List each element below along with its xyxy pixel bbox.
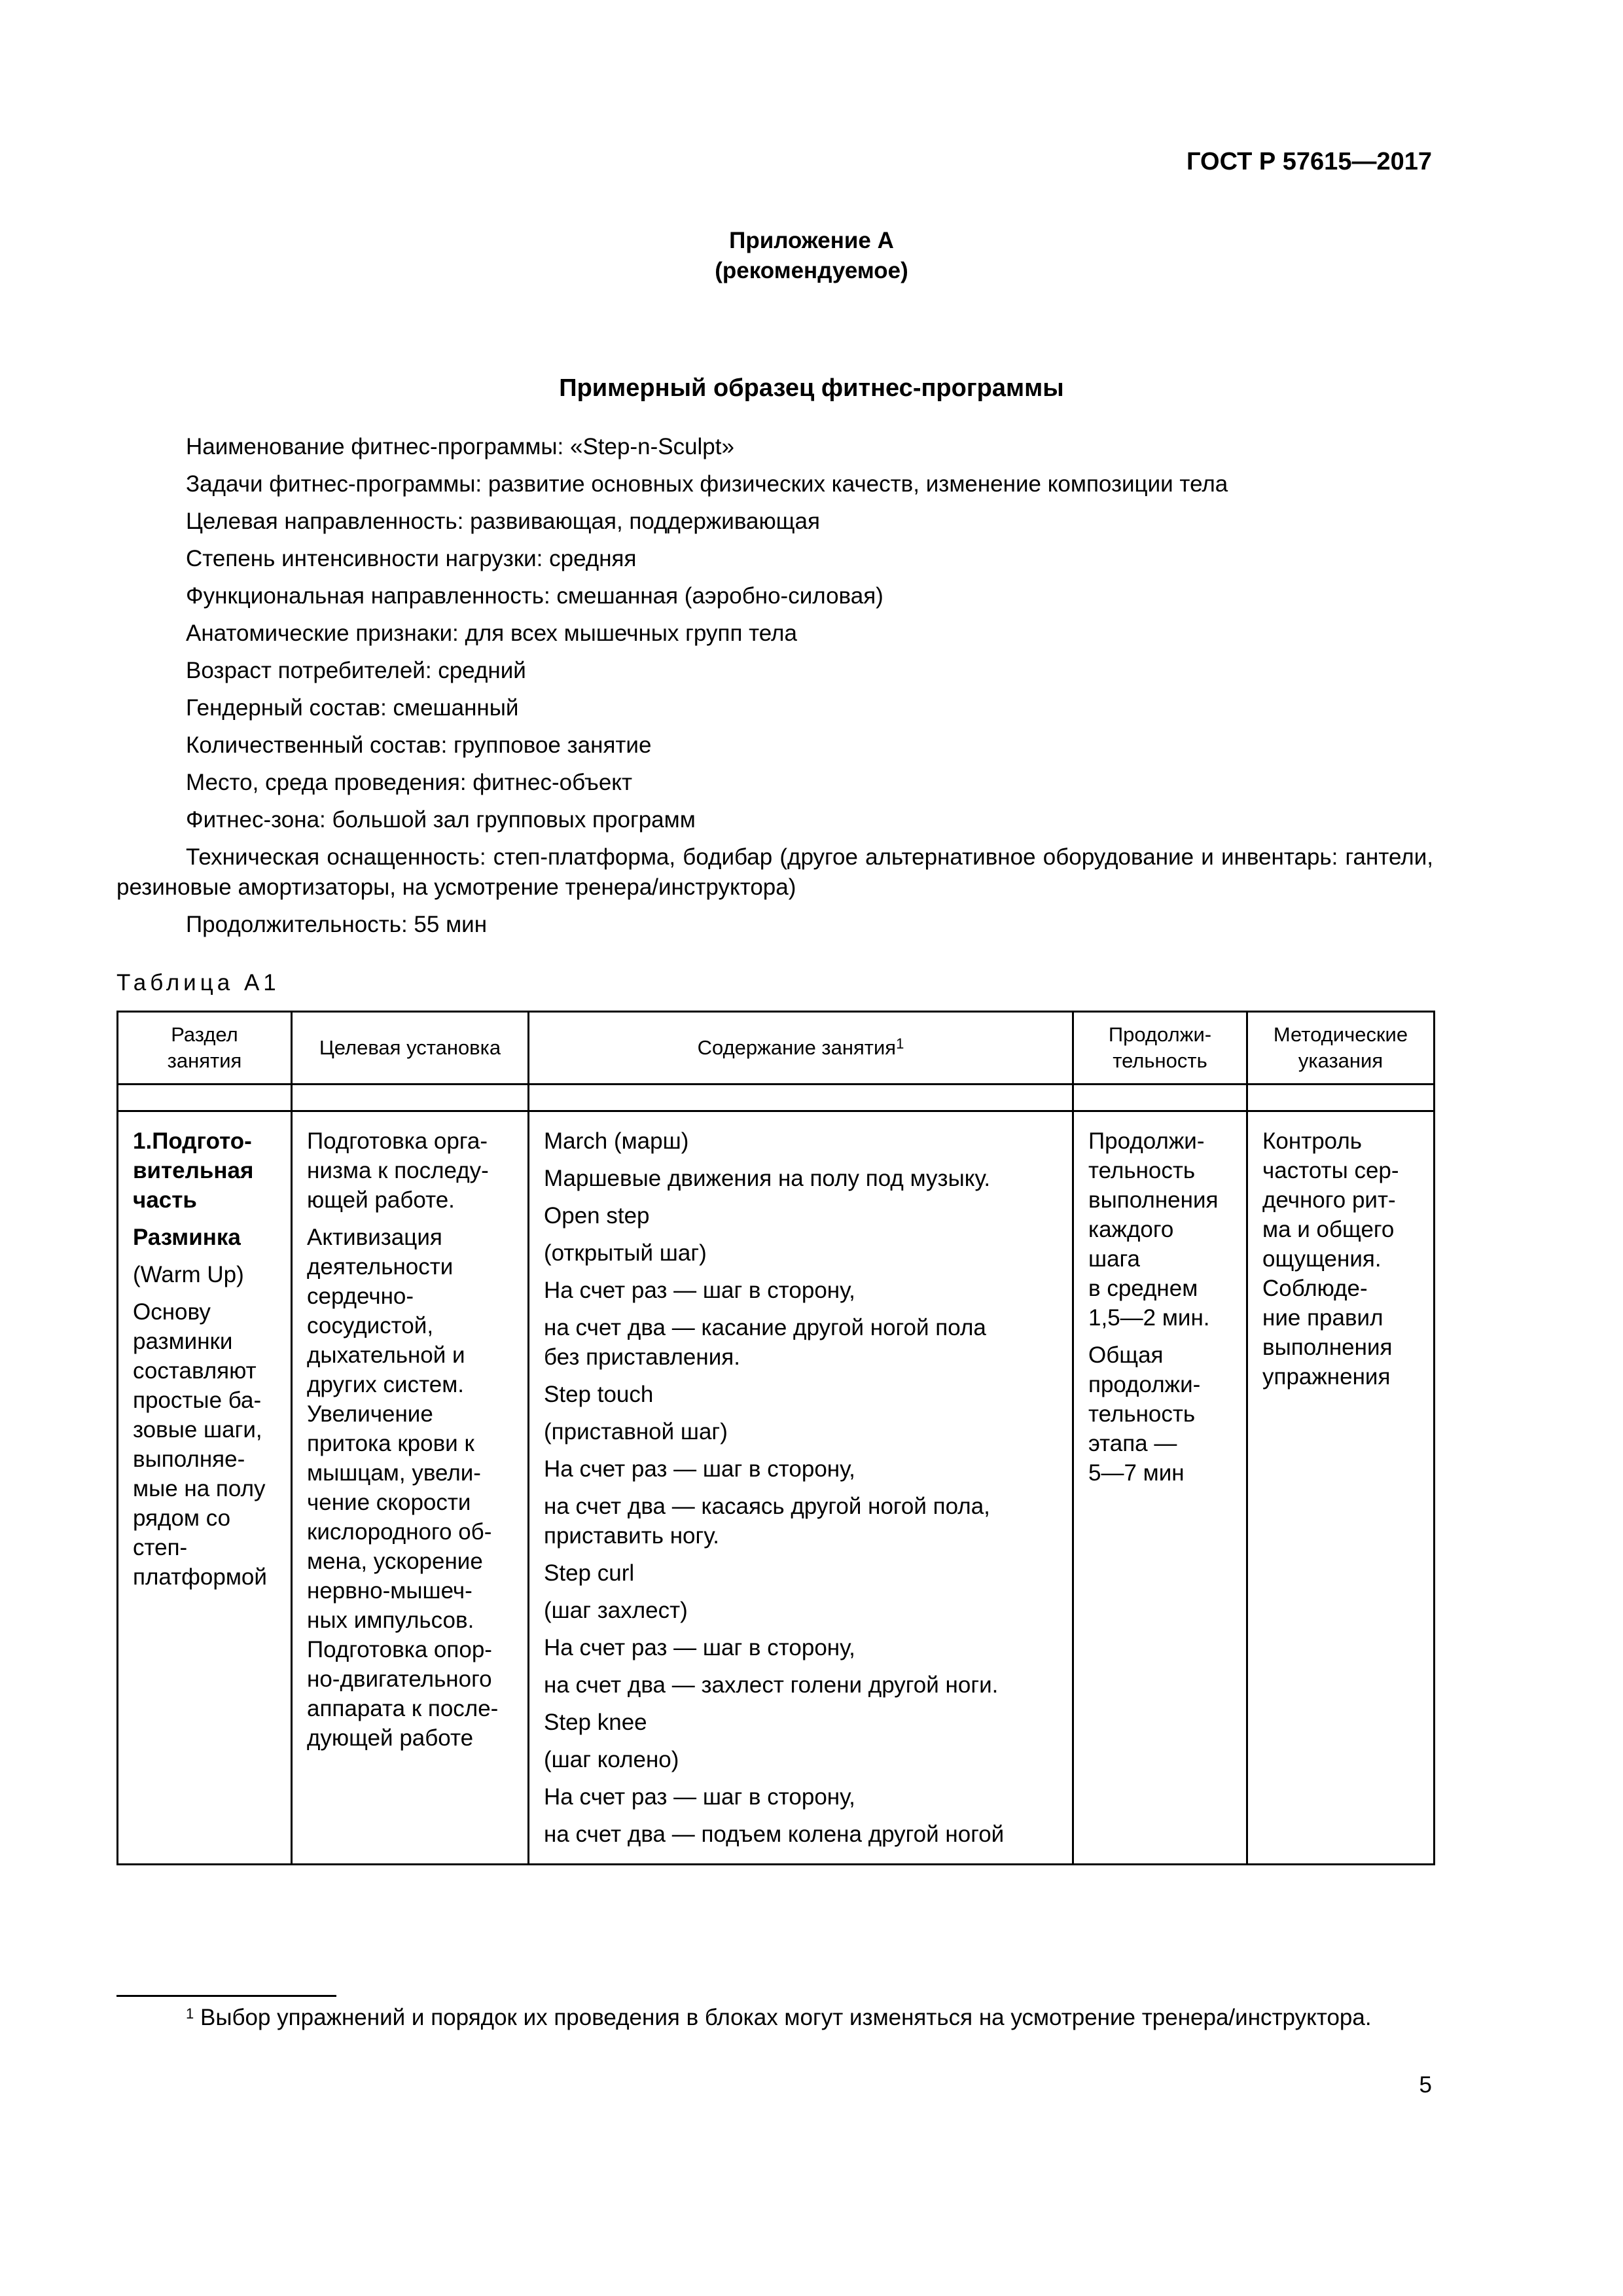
- property-anatomy: Анатомические признаки: для всех мышечных групп тела: [186, 620, 797, 646]
- content-line: Open step: [544, 1203, 650, 1229]
- content-line: March (марш): [544, 1128, 689, 1154]
- content-line: на счет два — подъем колена другой ногой: [544, 1821, 1005, 1847]
- document-title: Примерный образец фитнес-программы: [559, 374, 1064, 402]
- property-quantity: Количественный состав: групповое занятие: [186, 732, 652, 758]
- content-line: на счет два — касаясь другой ногой пола,: [544, 1494, 990, 1519]
- content-line: без приставления.: [544, 1344, 740, 1370]
- appendix-heading: [0, 226, 1623, 286]
- content-line: Step touch: [544, 1382, 654, 1407]
- property-function: Функциональная направленность: смешанная (аэробно-силовая): [186, 583, 883, 609]
- property-equipment: Техническая оснащенность: степ-платформа, бодибар (другое альтернативное оборудование и инвентарь: гантели, резиновые амортизаторы, на усмотрение тренера/инструктора): [116, 844, 1433, 900]
- table-header-row: [118, 1012, 1435, 1085]
- page-number: 5: [1419, 2072, 1432, 2098]
- program-properties: [116, 432, 1433, 947]
- footnote-mark: 1: [186, 2005, 194, 2022]
- content-line: На счет раз — шаг в сторону,: [544, 1784, 855, 1810]
- header-guidance: Методические указания: [1247, 1012, 1435, 1085]
- property-name: Наименование фитнес-программы: «Step-n-Sculpt»: [186, 434, 734, 459]
- property-place: Место, среда проведения: фитнес-объект: [186, 770, 633, 795]
- content-line: (открытый шаг): [544, 1240, 707, 1266]
- footnote-text: Выбор упражнений и порядок их проведения в блоках могут изменяться на усмотрение тренера/инструктора.: [200, 2005, 1372, 2030]
- content-line: на счет два — захлест голени другой ноги.: [544, 1672, 999, 1698]
- header-goal: Целевая установка: [292, 1012, 529, 1085]
- content-line: На счет раз — шаг в сторону,: [544, 1635, 855, 1660]
- property-duration: Продолжительность: 55 мин: [186, 912, 488, 937]
- property-target: Целевая направленность: развивающая, поддерживающая: [186, 509, 820, 534]
- table-row: [118, 1111, 1435, 1865]
- content-line: (приставной шаг): [544, 1419, 728, 1444]
- program-table: [116, 1011, 1435, 1865]
- cell-duration: Продолжи- тельность выполнения каждого шага в среднем 1,5—2 мин. Общая продолжи- тельность этапа — 5—7 мин: [1073, 1111, 1247, 1865]
- property-intensity: Степень интенсивности нагрузки: средняя: [186, 546, 637, 571]
- content-line: на счет два — касание другой ногой пола: [544, 1315, 986, 1340]
- header-section: Раздел занятия: [118, 1012, 292, 1085]
- content-line: Step knee: [544, 1710, 647, 1735]
- content-line: (шаг колено): [544, 1747, 679, 1772]
- document-standard-number: ГОСТ Р 57615—2017: [1186, 148, 1432, 175]
- content-line: Step curl: [544, 1560, 635, 1586]
- header-duration: Продолжи- тельность: [1073, 1012, 1247, 1085]
- content-line: На счет раз — шаг в сторону,: [544, 1456, 855, 1482]
- footnote: [116, 2003, 1433, 2033]
- appendix-title: Приложение А: [729, 228, 894, 253]
- footnote-ref: 1: [896, 1035, 904, 1052]
- property-gender: Гендерный состав: смешанный: [186, 695, 519, 721]
- appendix-status: (рекомендуемое): [715, 258, 908, 283]
- content-line: приставить ногу.: [544, 1523, 719, 1549]
- content-line: На счет раз — шаг в сторону,: [544, 1278, 855, 1303]
- cell-goal: Подготовка орга- низма к последу- ющей работе. Активизация деятельности сердечно- сосудистой, дыхательной и других систем. Увеличение притока крови к мышцам, увели- чение скорости кислородного об- мена, ускорение нервно-мышеч- ных импульсов. Подготовка опор- но-двигательного аппарата к после- дующей работе: [292, 1111, 529, 1865]
- property-zone: Фитнес-зона: большой зал групповых программ: [186, 807, 696, 833]
- footnote-divider: [116, 1995, 336, 1997]
- table-caption: Таблица А1: [116, 970, 280, 996]
- property-tasks: Задачи фитнес-программы: развитие основных физических качеств, изменение композиции тела: [186, 471, 1228, 497]
- cell-guidance: Контроль частоты сер- дечного рит- ма и общего ощущения. Соблюде- ние правил выполнения упражнения: [1247, 1111, 1435, 1865]
- content-line: (шаг захлест): [544, 1598, 688, 1623]
- cell-section: 1.Подгото- вительная часть Разминка (Warm Up) Основу разминки составляют простые ба- зовые шаги, выполняе- мые на полу рядом со степ- платформой: [118, 1111, 292, 1865]
- property-age: Возраст потребителей: средний: [186, 658, 526, 683]
- content-line: Маршевые движения на полу под музыку.: [544, 1166, 991, 1191]
- header-content: Содержание занятия$^1$: [529, 1012, 1073, 1085]
- cell-content: [529, 1111, 1073, 1865]
